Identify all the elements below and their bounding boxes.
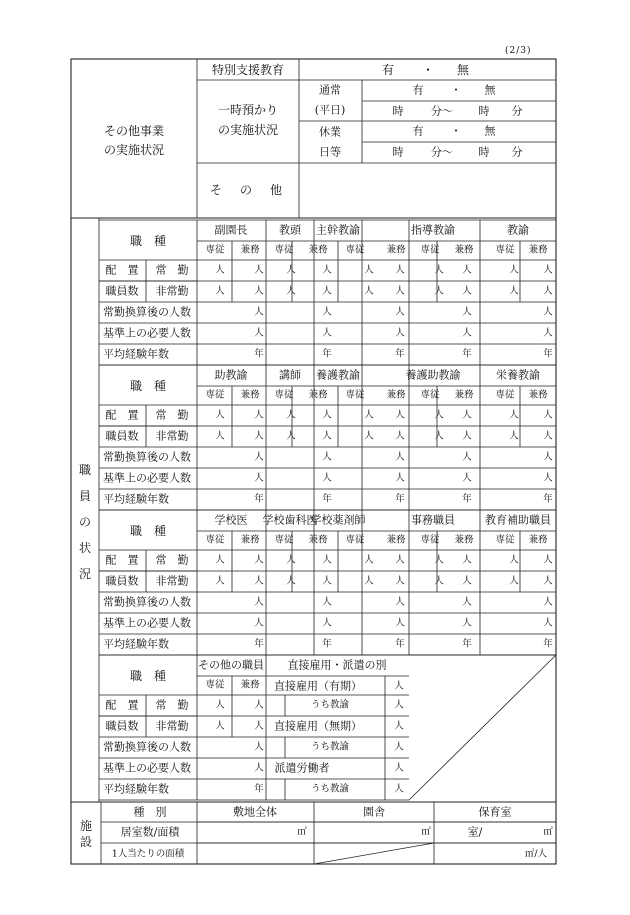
block4-job-type-label: 職 種 (129, 669, 167, 683)
block2-job-2: 養護教諭 (316, 368, 360, 382)
facility-nursery-m2-per: ㎡/人 (524, 848, 548, 860)
block2-avg-years-label: 平均経験年数 (103, 492, 169, 506)
block4-r0-part: 人 (254, 699, 264, 711)
block2-full-0: 専従 (205, 389, 225, 401)
block1-placement-label: 配 置 (105, 263, 139, 277)
block3-r0-part-0: 人 (254, 554, 264, 566)
block1-r1-part-4: 人 (543, 285, 553, 297)
holiday-label: 休業 (319, 125, 341, 139)
facility-building: 園舎 (363, 805, 385, 819)
facility-nursery: 保育室 (478, 805, 512, 819)
block2-sum0-2: 人 (395, 451, 405, 463)
block2-r0-full-4: 人 (509, 409, 519, 421)
block3-r1-full-3: 人 (434, 575, 444, 587)
staff-section-char-1: 員 (78, 489, 92, 503)
block1-part-4: 兼務 (528, 244, 548, 256)
normal-from-hour: 時 (392, 104, 404, 118)
facility-site-m2: ㎡ (297, 826, 307, 838)
holiday-label-2: 日等 (319, 145, 341, 159)
staff-section-char-0: 職 (78, 463, 92, 477)
block1-r1-part-3: 人 (462, 285, 472, 297)
block1-r0-full-4: 人 (509, 264, 519, 276)
holiday-yes: 有 (412, 124, 424, 138)
block1-sum1-1: 人 (322, 327, 332, 339)
block1-sum0-0: 人 (254, 306, 264, 318)
block3-placement-label: 配 置 (105, 553, 139, 567)
block3-r0-part-1: 人 (322, 554, 332, 566)
block2-job-type-label: 職 種 (129, 379, 167, 393)
block3-sum1-0: 人 (254, 617, 264, 629)
block4-required: 人 (254, 762, 264, 774)
block4-hire-person-5: 人 (394, 762, 404, 774)
block1-full-4: 専従 (495, 244, 515, 256)
block3-r0-full-1: 人 (286, 554, 296, 566)
block4-hire-person-2: 人 (394, 699, 404, 711)
block2-years-0: 年 (254, 493, 264, 505)
staff-section-char-4: 況 (78, 567, 92, 581)
block2-count-label: 職員数 (105, 429, 139, 443)
normal-no: 無 (484, 83, 496, 97)
block4-r0-full: 人 (215, 699, 225, 711)
block1-r0-part-3: 人 (462, 264, 472, 276)
block3-sum1-3: 人 (462, 617, 472, 629)
block1-years-1: 年 (322, 348, 332, 360)
block1-r1-full-0: 人 (215, 285, 225, 297)
block2-nonregular-label: 非常勤 (155, 429, 189, 443)
block3-r1-part-4: 人 (543, 575, 553, 587)
block3-sum1-1: 人 (322, 617, 332, 629)
block4-avg-years-label: 平均経験年数 (103, 782, 169, 796)
facility-section-char-0: 施 (79, 819, 93, 833)
block1-r1-part-0: 人 (254, 285, 264, 297)
block2-job-4: 栄養教諭 (496, 368, 540, 382)
block2-years-1: 年 (322, 493, 332, 505)
staff-section-char-2: の (78, 515, 92, 529)
other-business-title-1: その他事業 (103, 124, 165, 138)
block4-direct-indef: 直接雇用（無期） (274, 719, 362, 733)
block2-r1-full-0: 人 (215, 430, 225, 442)
block2-sum1-2: 人 (395, 472, 405, 484)
block1-job-1: 教頭 (279, 223, 301, 237)
block2-part-3: 兼務 (454, 389, 474, 401)
block2-regular-label: 常 勤 (155, 408, 189, 422)
holiday-from-min: 分〜 (431, 145, 453, 159)
block3-sum0-1: 人 (322, 596, 332, 608)
block3-regular-label: 常 勤 (155, 553, 189, 567)
block3-r1-part-1: 人 (322, 575, 332, 587)
weekday-label: (平日) (314, 103, 346, 117)
block1-regular-label: 常 勤 (155, 263, 189, 277)
block1-years-4: 年 (543, 348, 553, 360)
facility-site: 敷地全体 (233, 805, 277, 819)
block2-r0-part-1: 人 (322, 409, 332, 421)
block3-full-3: 専従 (420, 534, 440, 546)
block1-job-type-label: 職 種 (129, 234, 167, 248)
block1-r0-part-0: 人 (254, 264, 264, 276)
block4-teacher-1: うち教諭 (310, 699, 350, 711)
block4-direct-fixed: 直接雇用（有期） (274, 679, 362, 693)
other-business-title-2: の実施状況 (103, 143, 165, 157)
block3-r1-part-3: 人 (462, 575, 472, 587)
block2-sum1-0: 人 (254, 472, 264, 484)
block3-full-0: 専従 (205, 534, 225, 546)
temporary-care-label-1: 一時預かり (217, 103, 279, 117)
normal-dot: ・ (450, 83, 462, 97)
holiday-no: 無 (484, 124, 496, 138)
block4-hire-person-1: 人 (394, 680, 404, 692)
block4-regular-label: 常 勤 (155, 698, 189, 712)
block1-years-3: 年 (462, 348, 472, 360)
block1-r1-full-4: 人 (509, 285, 519, 297)
block1-years-2: 年 (395, 348, 405, 360)
block1-full-1: 専従 (274, 244, 294, 256)
block2-r1-full-1: 人 (286, 430, 296, 442)
block3-full-1: 専従 (274, 534, 294, 546)
block2-r0-part-2: 人 (395, 409, 405, 421)
block4-required-label: 基準上の必要人数 (103, 761, 191, 775)
block3-r1-part-0: 人 (254, 575, 264, 587)
block4-r1-part: 人 (254, 720, 264, 732)
block1-sum0-4: 人 (543, 306, 553, 318)
block1-part-1: 兼務 (308, 244, 328, 256)
block1-nonregular-label: 非常勤 (155, 284, 189, 298)
normal-day-label: 通常 (319, 83, 341, 97)
block3-part-4: 兼務 (528, 534, 548, 546)
holiday-dot: ・ (450, 124, 462, 138)
block1-r1-part-1: 人 (322, 285, 332, 297)
block2-full-1: 専従 (274, 389, 294, 401)
block3-part-2: 兼務 (386, 534, 406, 546)
block2-part-1: 兼務 (308, 389, 328, 401)
block3-r0-part-4: 人 (543, 554, 553, 566)
block3-job-3: 事務職員 (411, 513, 455, 527)
block2-r0-full-1: 人 (286, 409, 296, 421)
block3-years-1: 年 (322, 638, 332, 650)
facility-section-char-1: 設 (79, 835, 93, 849)
block4-hire-person-6: 人 (394, 783, 404, 795)
block1-sum1-2: 人 (395, 327, 405, 339)
block4-placement-label: 配 置 (105, 698, 139, 712)
facility-per-person-label: 1人当たりの面積 (111, 848, 185, 860)
normal-from-min: 分〜 (431, 104, 453, 118)
block2-job-1: 講師 (279, 368, 301, 382)
block1-r1-full-1: 人 (286, 285, 296, 297)
block2-fte-label: 常勤換算後の人数 (103, 450, 191, 464)
block3-years-3: 年 (462, 638, 472, 650)
block3-years-4: 年 (543, 638, 553, 650)
block1-full-2: 専従 (345, 244, 365, 256)
block2-r1-part-1: 人 (322, 430, 332, 442)
block3-required-label: 基準上の必要人数 (103, 616, 191, 630)
block1-sum0-1: 人 (322, 306, 332, 318)
facility-kind-label: 種 別 (133, 805, 167, 819)
block3-job-type-label: 職 種 (129, 524, 167, 538)
block1-required-label: 基準上の必要人数 (103, 326, 191, 340)
block2-r1-part-3: 人 (462, 430, 472, 442)
block3-part-0: 兼務 (240, 534, 260, 546)
block2-r0-full-2: 人 (364, 409, 374, 421)
special-support-no: 無 (456, 63, 470, 77)
block3-years-0: 年 (254, 638, 264, 650)
block2-part-4: 兼務 (528, 389, 548, 401)
block3-r1-full-0: 人 (215, 575, 225, 587)
normal-yes: 有 (412, 83, 424, 97)
block3-r1-full-4: 人 (509, 575, 519, 587)
block4-teacher-2: うち教諭 (310, 741, 350, 753)
facility-rooms: 室/ (467, 825, 483, 839)
block1-sum0-2: 人 (395, 306, 405, 318)
block1-fte-label: 常勤換算後の人数 (103, 305, 191, 319)
facility-building-m2: ㎡ (421, 826, 431, 838)
block2-sum0-0: 人 (254, 451, 264, 463)
block1-sum0-3: 人 (462, 306, 472, 318)
block3-fte-label: 常勤換算後の人数 (103, 595, 191, 609)
block1-job-0: 副園長 (214, 223, 248, 237)
block3-r1-full-2: 人 (364, 575, 374, 587)
block2-r0-part-0: 人 (254, 409, 264, 421)
block2-r0-part-3: 人 (462, 409, 472, 421)
block2-job-3: 養護助教諭 (405, 368, 461, 382)
block2-r1-full-4: 人 (509, 430, 519, 442)
normal-to-hour: 時 (478, 104, 490, 118)
block1-sum1-4: 人 (543, 327, 553, 339)
block3-sum0-4: 人 (543, 596, 553, 608)
block3-full-4: 専従 (495, 534, 515, 546)
block1-r0-full-1: 人 (286, 264, 296, 276)
block1-job-2: 主幹教諭 (316, 223, 360, 237)
special-support-label: 特別支援教育 (211, 63, 285, 77)
block1-r0-part-4: 人 (543, 264, 553, 276)
block3-job-1: 学校歯科医 (262, 513, 318, 527)
block1-count-label: 職員数 (105, 284, 139, 298)
block2-placement-label: 配 置 (105, 408, 139, 422)
block4-fte: 人 (254, 741, 264, 753)
block2-sum0-3: 人 (462, 451, 472, 463)
page-number: (2/3) (505, 46, 532, 56)
block2-sum1-1: 人 (322, 472, 332, 484)
block4-hire-type: 直接雇用・派遣の別 (287, 658, 387, 672)
block1-r0-full-0: 人 (215, 264, 225, 276)
block3-job-4: 教育補助職員 (485, 513, 551, 527)
special-support-dot: ・ (421, 63, 435, 77)
block2-sum0-4: 人 (543, 451, 553, 463)
block3-r0-full-4: 人 (509, 554, 519, 566)
block1-avg-years-label: 平均経験年数 (103, 347, 169, 361)
block3-avg-years-label: 平均経験年数 (103, 637, 169, 651)
block2-r1-full-2: 人 (364, 430, 374, 442)
block3-sum0-3: 人 (462, 596, 472, 608)
block2-sum0-1: 人 (322, 451, 332, 463)
block3-sum1-2: 人 (395, 617, 405, 629)
holiday-to-min: 分 (511, 145, 523, 159)
block3-years-2: 年 (395, 638, 405, 650)
block3-nonregular-label: 非常勤 (155, 574, 189, 588)
block2-sum1-3: 人 (462, 472, 472, 484)
block3-count-label: 職員数 (105, 574, 139, 588)
block2-r1-part-2: 人 (395, 430, 405, 442)
block2-sum1-4: 人 (543, 472, 553, 484)
block4-teacher-3: うち教諭 (310, 783, 350, 795)
block3-r0-full-2: 人 (364, 554, 374, 566)
block4-fte-label: 常勤換算後の人数 (103, 740, 191, 754)
block3-r1-part-2: 人 (395, 575, 405, 587)
block4-r1-full: 人 (215, 720, 225, 732)
block2-r1-full-3: 人 (434, 430, 444, 442)
block2-required-label: 基準上の必要人数 (103, 471, 191, 485)
block2-years-4: 年 (543, 493, 553, 505)
block3-sum0-0: 人 (254, 596, 264, 608)
block2-full-2: 専従 (345, 389, 365, 401)
special-support-yes: 有 (381, 63, 395, 77)
block3-r1-full-1: 人 (286, 575, 296, 587)
block2-r0-full-3: 人 (434, 409, 444, 421)
block4-full: 専従 (205, 679, 225, 691)
block1-r0-full-2: 人 (364, 264, 374, 276)
holiday-to-hour: 時 (478, 145, 490, 159)
block1-sum1-0: 人 (254, 327, 264, 339)
block1-r1-part-2: 人 (395, 285, 405, 297)
normal-to-min: 分 (511, 104, 523, 118)
block3-job-2: 学校薬剤師 (310, 513, 366, 527)
block1-years-0: 年 (254, 348, 264, 360)
block3-sum0-2: 人 (395, 596, 405, 608)
block3-job-0: 学校医 (214, 513, 248, 527)
facility-rooms-area-label: 居室数/面積 (120, 825, 180, 839)
block2-r1-part-4: 人 (543, 430, 553, 442)
block2-full-3: 専従 (420, 389, 440, 401)
block1-full-3: 専従 (420, 244, 440, 256)
block3-r0-full-3: 人 (434, 554, 444, 566)
block2-part-0: 兼務 (240, 389, 260, 401)
block1-sum1-3: 人 (462, 327, 472, 339)
block1-part-0: 兼務 (240, 244, 260, 256)
block1-r0-full-3: 人 (434, 264, 444, 276)
block2-full-4: 専従 (495, 389, 515, 401)
block1-r0-part-2: 人 (395, 264, 405, 276)
block2-job-0: 助教諭 (214, 368, 248, 382)
block1-r1-full-2: 人 (364, 285, 374, 297)
block2-r0-part-4: 人 (543, 409, 553, 421)
block4-dispatch: 派遣労働者 (274, 761, 330, 775)
block4-years: 年 (254, 783, 264, 795)
block3-r0-part-2: 人 (395, 554, 405, 566)
block4-other-staff: その他の職員 (198, 658, 264, 672)
other-label: その他 (210, 183, 301, 197)
block4-hire-person-4: 人 (394, 741, 404, 753)
block2-part-2: 兼務 (386, 389, 406, 401)
block3-r0-part-3: 人 (462, 554, 472, 566)
temporary-care-label-2: の実施状況 (217, 123, 279, 137)
block4-nonregular-label: 非常勤 (155, 719, 189, 733)
holiday-from-hour: 時 (392, 145, 404, 159)
block4-hire-person-3: 人 (394, 720, 404, 732)
block2-years-2: 年 (395, 493, 405, 505)
block1-job-4: 教諭 (507, 223, 529, 237)
block3-part-3: 兼務 (454, 534, 474, 546)
block1-r0-part-1: 人 (322, 264, 332, 276)
block1-full-0: 専従 (205, 244, 225, 256)
block1-r1-full-3: 人 (434, 285, 444, 297)
staff-section-char-3: 状 (78, 541, 92, 555)
block1-part-3: 兼務 (454, 244, 474, 256)
block3-r0-full-0: 人 (215, 554, 225, 566)
block1-job-3: 指導教諭 (411, 223, 455, 237)
block2-r1-part-0: 人 (254, 430, 264, 442)
block3-sum1-4: 人 (543, 617, 553, 629)
block4-count-label: 職員数 (105, 719, 139, 733)
block2-years-3: 年 (462, 493, 472, 505)
block3-full-2: 専従 (345, 534, 365, 546)
block4-part: 兼務 (240, 679, 260, 691)
facility-nursery-m2: ㎡ (543, 826, 553, 838)
block1-part-2: 兼務 (386, 244, 406, 256)
block2-r0-full-0: 人 (215, 409, 225, 421)
block3-part-1: 兼務 (308, 534, 328, 546)
